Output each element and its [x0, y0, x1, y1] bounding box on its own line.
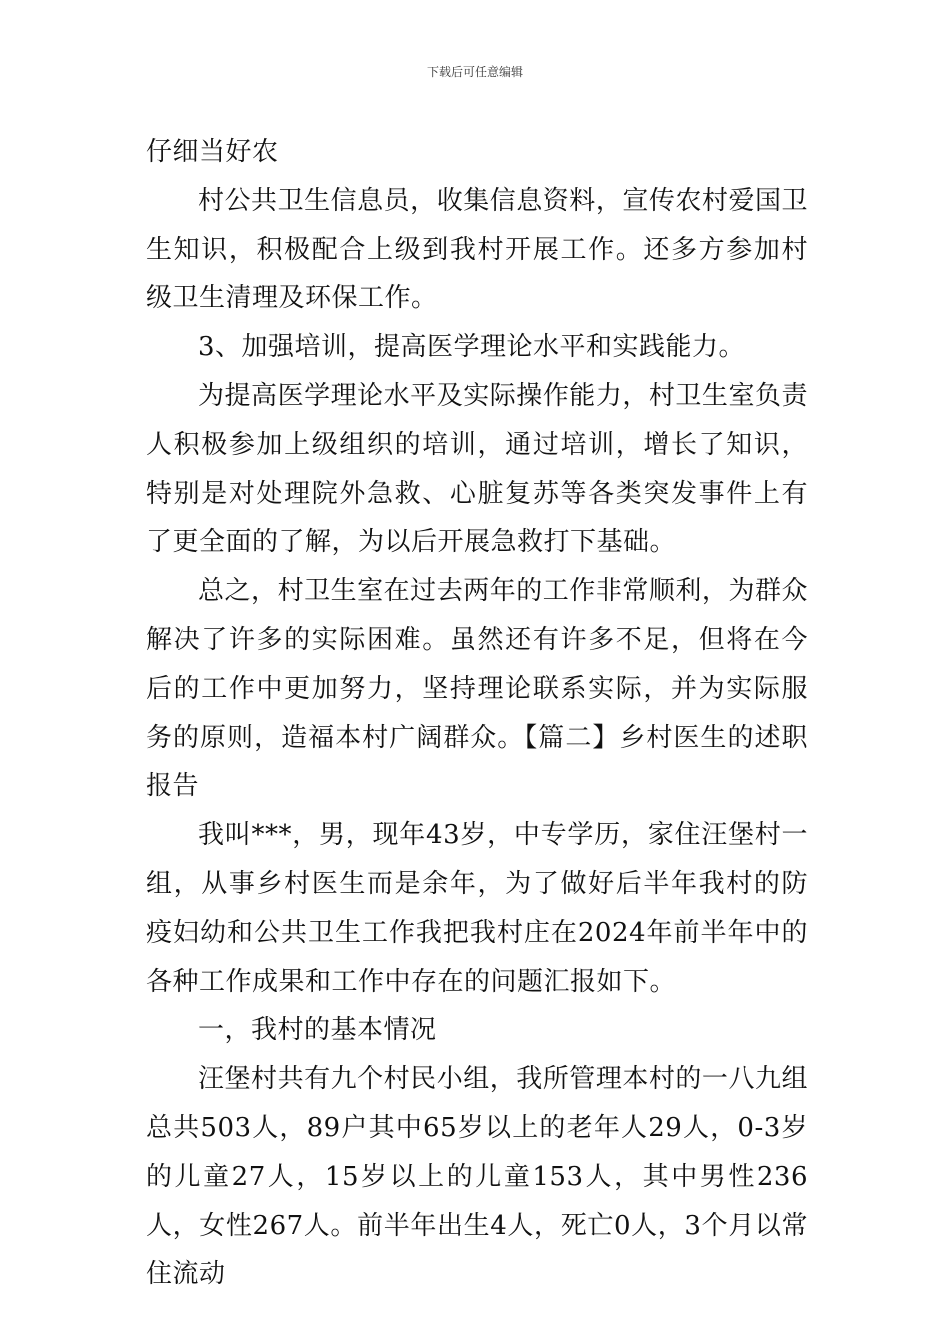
paragraph-summary: 总之，村卫生室在过去两年的工作非常顺利，为群众解决了许多的实际困难。虽然还有许多不足，但将在今后的工作中更加努力，坚持理论联系实际，并为实际服务的原则，造福本村广阔群众。【篇二】乡村医生的述职报告	[146, 576, 808, 802]
paragraph-village-stats: 汪堡村共有九个村民小组，我所管理本村的一八九组总共503人，89户其中65岁以上的老年人29人，0-3岁的儿童27人，15岁以上的儿童153人，其中男性236人，女性267人。前半年出生4人，死亡0人，3个月以常住流动	[146, 1064, 808, 1290]
paragraph-continuation: 仔细当好农	[146, 137, 279, 167]
paragraph-training-heading: 3、加强培训，提高医学理论水平和实践能力。	[198, 332, 746, 363]
paragraph-self-intro: 我叫***，男，现年43岁，中专学历，家住汪堡村一组，从事乡村医生而是余年，为了做好后半年我村的防疫妇幼和公共卫生工作我把我村庄在2024年前半年中的各种工作成果和工作中存在的问题汇报如下。	[146, 820, 808, 997]
document-body	[146, 128, 808, 1299]
paragraph-section-heading: 一，我村的基本情况	[198, 1015, 437, 1046]
paragraph-training: 为提高医学理论水平及实际操作能力，村卫生室负责人积极参加上级组织的培训，通过培训，增长了知识，特别是对处理院外急救、心脏复苏等各类突发事件上有了更全面的了解，为以后开展急救打下基础。	[146, 380, 808, 558]
page-header-note: 下载后可任意编辑	[426, 65, 523, 79]
paragraph-health-info: 村公共卫生信息员，收集信息资料，宣传农村爱国卫生知识，积极配合上级到我村开展工作。还多方参加村级卫生清理及环保工作。	[146, 185, 808, 314]
